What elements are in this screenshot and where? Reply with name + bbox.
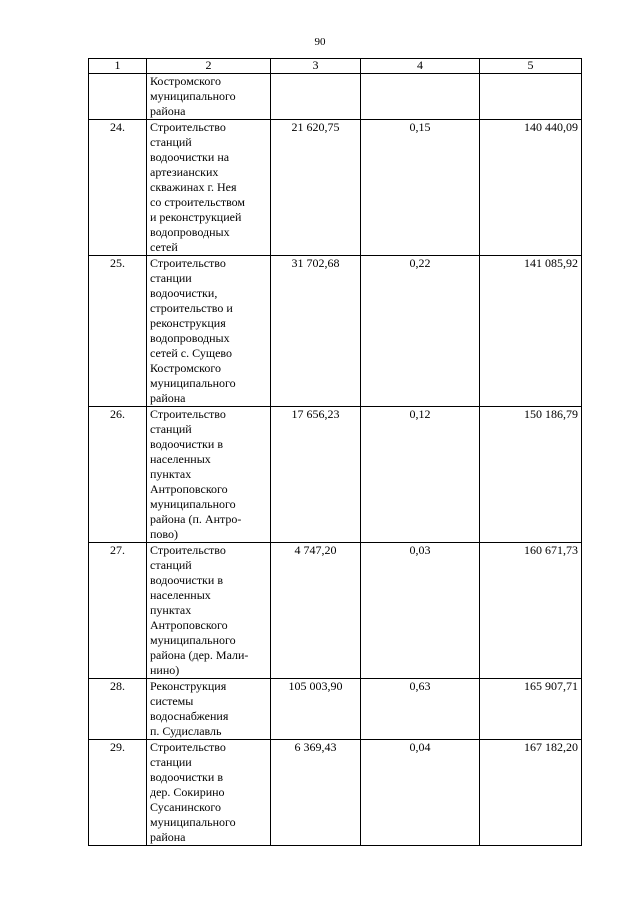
description-line: системы: [150, 694, 194, 708]
table-row: [89, 679, 582, 740]
table-row: [89, 74, 582, 120]
row-value-col-4: 0,15: [361, 120, 480, 256]
row-value-col-3: 6 369,43: [271, 740, 361, 846]
description-line: водопроводных: [150, 225, 230, 239]
table-header: [89, 59, 582, 74]
description-line: Строительство: [150, 740, 226, 754]
row-number: 29.: [89, 740, 147, 846]
description-line: района: [150, 830, 186, 844]
table-row: [89, 543, 582, 679]
description-line: станций: [150, 558, 192, 572]
description-line: Костромского: [150, 74, 221, 88]
row-description: [147, 407, 271, 543]
row-value-col-5: 165 907,71: [480, 679, 582, 740]
header-col-1: 1: [89, 59, 147, 74]
description-line: населенных: [150, 452, 211, 466]
row-value-col-5: 150 186,79: [480, 407, 582, 543]
description-line: муниципального: [150, 815, 236, 829]
description-line: станции: [150, 755, 192, 769]
description-line: Антроповского: [150, 618, 228, 632]
description-line: Строительство: [150, 256, 226, 270]
description-line: Строительство: [150, 407, 226, 421]
row-description: [147, 256, 271, 407]
table-row: [89, 120, 582, 256]
description-line: района (п. Антро-: [150, 512, 242, 526]
table-row: [89, 740, 582, 846]
description-line: муниципального: [150, 497, 236, 511]
description-line: пово): [150, 527, 179, 541]
row-value-col-4: 0,22: [361, 256, 480, 407]
description-line: муниципального: [150, 89, 236, 103]
row-value-col-3: 4 747,20: [271, 543, 361, 679]
description-line: сетей с. Сущево: [150, 346, 232, 360]
description-line: реконструкция: [150, 316, 226, 330]
description-line: станции: [150, 271, 192, 285]
header-row: [89, 59, 582, 74]
description-line: водопроводных: [150, 331, 230, 345]
page-number: 90: [314, 36, 326, 48]
header-col-4: 4: [361, 59, 480, 74]
row-value-col-4: 0,03: [361, 543, 480, 679]
row-value-col-5: 160 671,73: [480, 543, 582, 679]
row-number: [89, 74, 147, 120]
row-value-col-5: 167 182,20: [480, 740, 582, 846]
description-line: Реконструкция: [150, 679, 227, 693]
row-value-col-5: 140 440,09: [480, 120, 582, 256]
row-value-col-5: 141 085,92: [480, 256, 582, 407]
description-line: дер. Сокирино: [150, 785, 225, 799]
row-description: [147, 740, 271, 846]
description-line: и реконструкцией: [150, 210, 242, 224]
description-line: Строительство: [150, 120, 226, 134]
row-value-col-3: 17 656,23: [271, 407, 361, 543]
row-number: 28.: [89, 679, 147, 740]
row-value-col-3: 105 003,90: [271, 679, 361, 740]
description-line: пунктах: [150, 603, 192, 617]
description-line: муниципального: [150, 633, 236, 647]
description-line: со строительством: [150, 195, 246, 209]
row-value-col-4: [361, 74, 480, 120]
row-value-col-5: [480, 74, 582, 120]
description-line: Строительство: [150, 543, 226, 557]
description-line: района: [150, 391, 186, 405]
table-row: [89, 407, 582, 543]
row-number: 24.: [89, 120, 147, 256]
row-description: [147, 543, 271, 679]
description-line: водоснабжения: [150, 709, 229, 723]
description-line: станций: [150, 422, 192, 436]
description-line: нино): [150, 663, 180, 677]
description-line: Сусанинского: [150, 800, 221, 814]
description-line: водоочистки,: [150, 286, 218, 300]
description-line: водоочистки в: [150, 573, 223, 587]
row-value-col-3: 21 620,75: [271, 120, 361, 256]
row-value-col-4: 0,12: [361, 407, 480, 543]
description-line: водоочистки в: [150, 437, 223, 451]
description-line: станций: [150, 135, 192, 149]
description-line: муниципального: [150, 376, 236, 390]
row-value-col-3: 31 702,68: [271, 256, 361, 407]
description-line: артезианских: [150, 165, 219, 179]
description-line: водоочистки на: [150, 150, 230, 164]
description-line: водоочистки в: [150, 770, 223, 784]
description-line: района (дер. Мали-: [150, 648, 249, 662]
row-value-col-4: 0,63: [361, 679, 480, 740]
row-number: 27.: [89, 543, 147, 679]
row-description: [147, 120, 271, 256]
description-line: Антроповского: [150, 482, 228, 496]
row-number: 26.: [89, 407, 147, 543]
data-table: [88, 58, 582, 846]
description-line: п. Судиславль: [150, 724, 222, 738]
row-number: 25.: [89, 256, 147, 407]
row-description: [147, 679, 271, 740]
row-description: [147, 74, 271, 120]
description-line: населенных: [150, 588, 211, 602]
description-line: сетей: [150, 240, 178, 254]
row-value-col-4: 0,04: [361, 740, 480, 846]
header-col-2: 2: [147, 59, 271, 74]
description-line: Костромского: [150, 361, 221, 375]
description-line: строительство и: [150, 301, 233, 315]
table-row: [89, 256, 582, 407]
description-line: пунктах: [150, 467, 192, 481]
header-col-3: 3: [271, 59, 361, 74]
table-body: [89, 74, 582, 846]
description-line: района: [150, 104, 186, 118]
row-value-col-3: [271, 74, 361, 120]
header-col-5: 5: [480, 59, 582, 74]
description-line: скважинах г. Нея: [150, 180, 237, 194]
